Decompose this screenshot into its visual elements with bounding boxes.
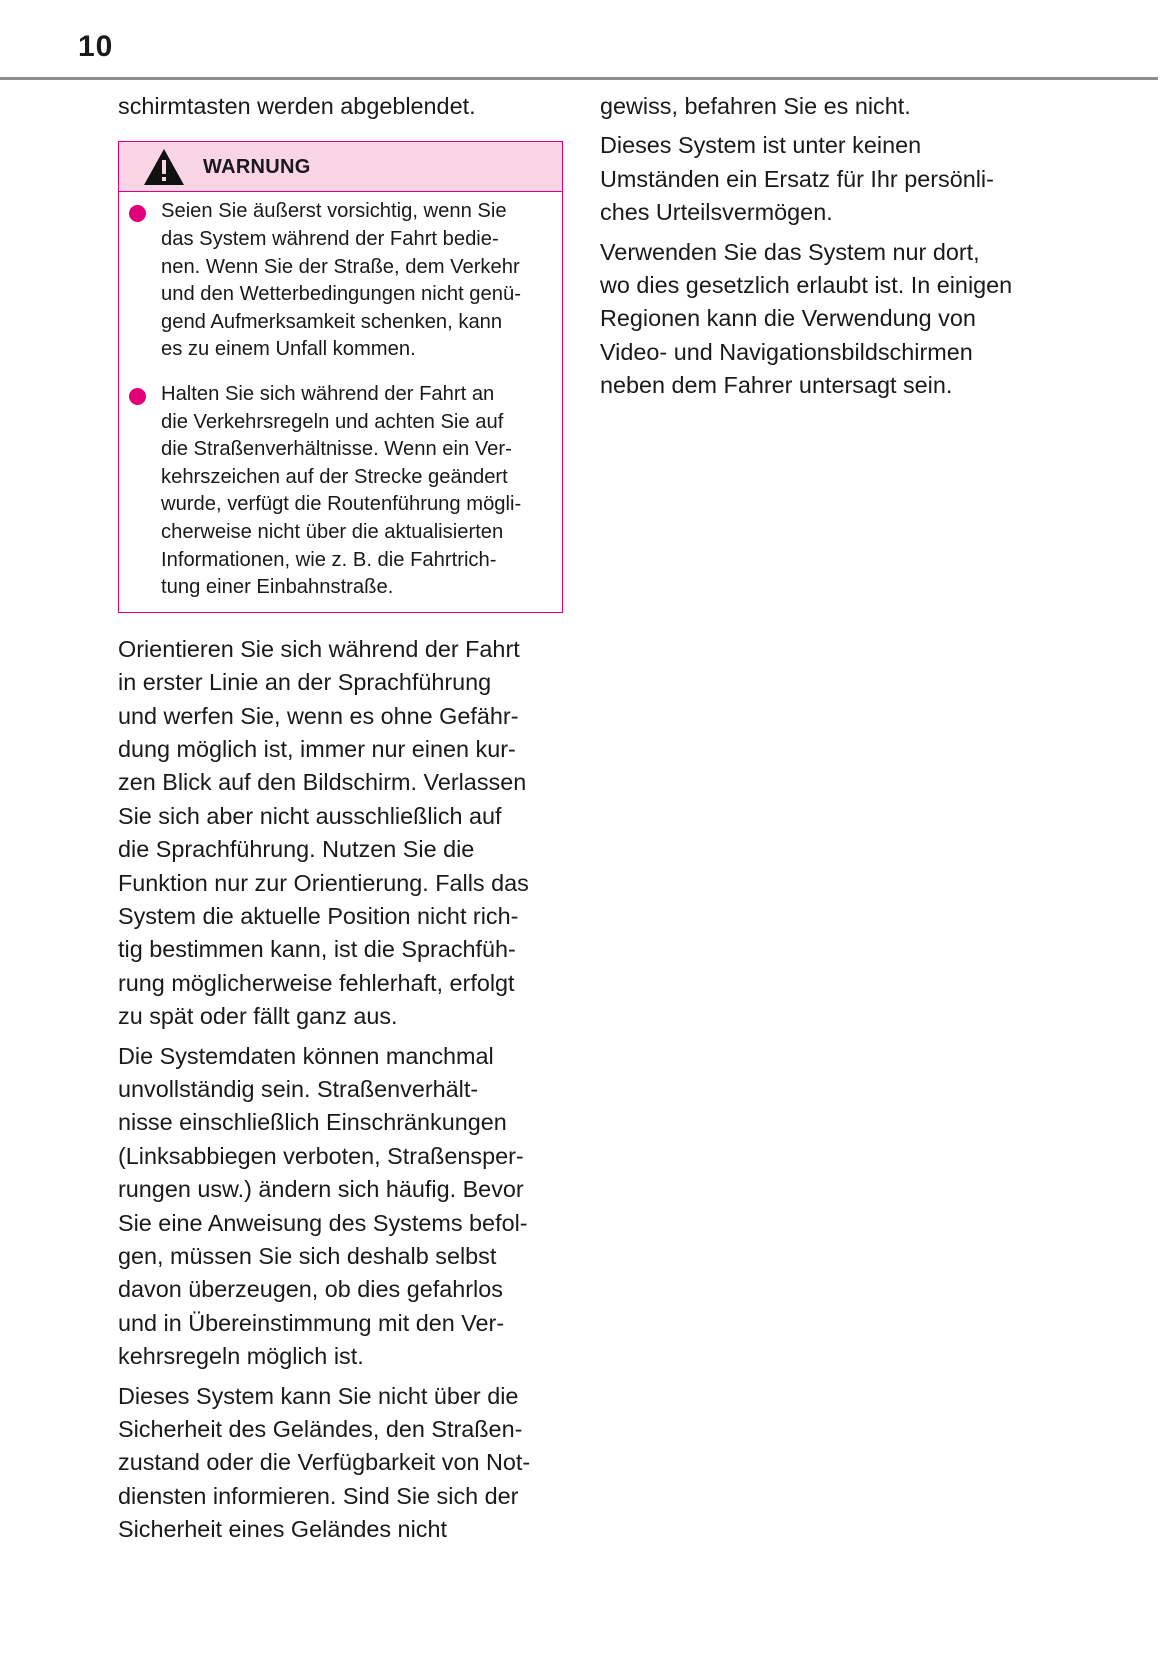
warning-box (118, 141, 563, 612)
warning-body (119, 192, 562, 611)
body-paragraph: Verwenden Sie das System nur dort, wo dies gesetzlich erlaubt ist. In einigen Regionen kann die Verwendung von Video- und Navigationsbildschirmen neben dem Fahrer untersagt sein. (600, 238, 1013, 399)
warning-item-text: Seien Sie äußerst vorsichtig, wenn Sie das System während der Fahrt bedie- nen. Wenn Sie der Straße, dem Verkehr und den Wetterbedingungen nicht genü- gend Aufmerksamkeit schenken, kann es zu einem Unfall kommen. (161, 200, 521, 361)
body-paragraph: Die Systemdaten können manchmal unvollständig sein. Straßenverhält- nisse einschließlich Einschränkungen (Linksabbiegen verboten, Straßensper- rungen usw.) ändern sich häufig. Bevor Sie eine Anweisung des Systems befol- gen, müssen Sie sich deshalb selbst davon überzeugen, ob dies gefahrlos und in Übereinstimmung mit den Ver- kehrsregeln möglich ist. (118, 1042, 528, 1370)
page-number: 10 (78, 30, 114, 63)
body-paragraph: Orientieren Sie sich während der Fahrt in erster Linie an der Sprachführung und werfen Sie, wenn es ohne Gefähr- dung möglich ist, immer nur einen kur- zen Blick auf den Bildschirm. Verlassen Sie sich aber nicht ausschließlich auf die Sprachführung. Nutzen Sie die Funktion nur zur Orientierung. Falls das System die aktuelle Position nicht rich- tig bestimmen kann, ist die Sprachfüh- rung möglicherweise fehlerhaft, erfolgt zu spät oder fällt ganz aus. (118, 635, 529, 1030)
warning-item-text: Halten Sie sich während der Fahrt an die Verkehrsregeln und achten Sie auf die Straßenverhältnisse. Wenn ein Ver- kehrszeichen auf der Strecke geändert wurde, verfügt die Routenführung mögli- cherweise nicht über die aktualisierten Informationen, wie z. B. die Fahrtrich- tung einer Einbahnstraße. (161, 382, 522, 599)
warning-header (119, 142, 562, 192)
warning-triangle-icon (143, 148, 185, 186)
body-paragraph: Dieses System ist unter keinen Umständen ein Ersatz für Ihr persönli- ches Urteilsvermögen. (600, 132, 994, 226)
body-paragraph: gewiss, befahren Sie es nicht. (600, 93, 911, 119)
warning-item (129, 381, 550, 602)
warning-title: WARNUNG (203, 156, 311, 179)
header-rule (0, 77, 1158, 80)
right-column (600, 90, 1060, 409)
bullet-dot-icon (129, 388, 146, 405)
bullet-dot-icon (129, 205, 146, 222)
left-column (118, 90, 558, 1553)
body-paragraph: Dieses System kann Sie nicht über die Sicherheit des Geländes, den Straßen- zustand oder die Verfügbarkeit von Not- diensten informieren. Sind Sie sich der Sicherheit eines Geländes nicht (118, 1382, 531, 1543)
intro-paragraph: schirmtasten werden abgeblendet. (118, 93, 476, 119)
warning-item (129, 198, 550, 364)
